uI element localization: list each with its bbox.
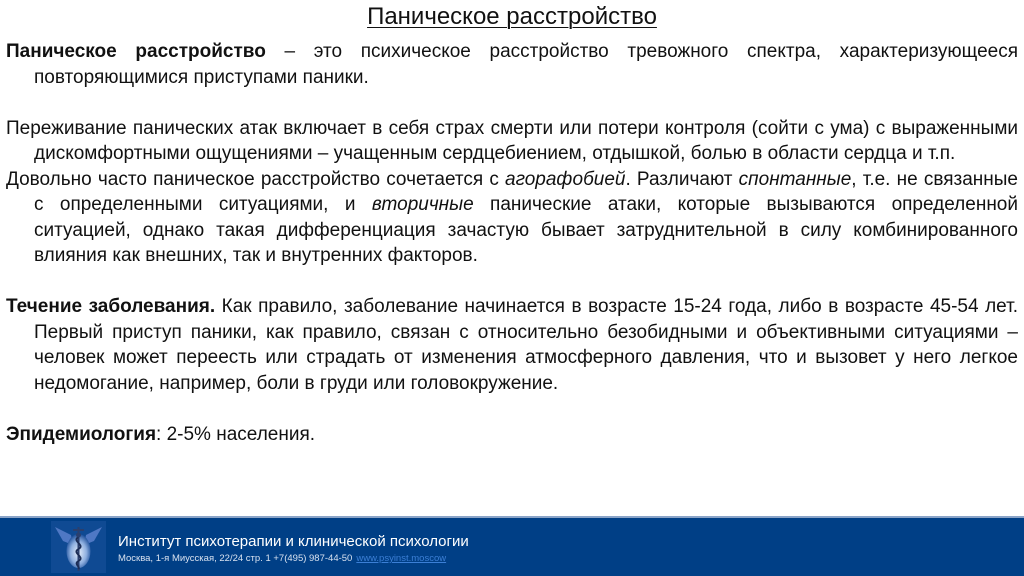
paragraph-experience bbox=[6, 116, 1018, 167]
term-course: Течение заболевания. bbox=[6, 296, 216, 317]
paragraph-agoraphobia bbox=[6, 167, 1018, 269]
experience-text: Переживание панических атак включает в себя страх смерти или потери контроля (сойти с ума) с выраженными дискомфортными ощущениями – учащенным сердцебиением, отдышкой, болью в области сердца и т.п. bbox=[6, 117, 1018, 164]
slide-body bbox=[6, 39, 1018, 447]
spacer bbox=[6, 90, 1018, 116]
paragraph-epidemiology bbox=[6, 422, 1018, 448]
org-address bbox=[118, 553, 446, 565]
agoraphobia-text-1: Довольно часто паническое расстройство сочетается с bbox=[6, 168, 505, 190]
agoraphobia-text-3: , т.е. не связанные с определенными ситуациями, и bbox=[34, 168, 1018, 215]
caduceus-logo-icon bbox=[51, 521, 106, 573]
spacer bbox=[6, 269, 1018, 295]
term-panic-disorder: Паническое расстройство bbox=[6, 41, 266, 62]
definition-text: – это психическое расстройство тревожного спектра, характеризующееся повторяющимися приступами паники. bbox=[34, 41, 1018, 88]
spacer bbox=[6, 396, 1018, 422]
agoraphobia-text-2: . Различают bbox=[625, 168, 739, 190]
agoraphobia-text-4: панические атаки, которые вызываются определенной ситуацией, однако такая дифференциация зачастую бывает затруднительной в силу комбинированного влияния как внешних, так и внутренних факторов. bbox=[34, 194, 1018, 266]
term-secondary: вторичные bbox=[371, 194, 474, 215]
term-agoraphobia: агорафобией bbox=[505, 168, 626, 190]
slide-title: Паническое расстройство bbox=[367, 3, 657, 30]
org-name: Институт психотерапии и клинической психологии bbox=[118, 533, 469, 550]
paragraph-course bbox=[6, 294, 1018, 396]
course-text: Как правило, заболевание начинается в возрасте 15-24 года, либо в возрасте 45-54 лет. Первый приступ паники, как правило, связан с относительно безобидными и объективными ситуациями – человек может переесть или страдать от изменения атмосферного давления, что и вызовет у него легкое недомогание, например, боли в груди или головокружение. bbox=[34, 296, 1018, 394]
address-text: Москва, 1-я Миусская, 22/24 стр. 1 +7(495) 987-44-50 bbox=[118, 553, 353, 564]
footer-bar bbox=[0, 516, 1024, 576]
term-epidemiology: Эпидемиология bbox=[6, 423, 157, 445]
epidemiology-text: : 2-5% населения. bbox=[156, 423, 316, 445]
website-link[interactable]: www.psyinst.moscow bbox=[356, 553, 447, 564]
paragraph-definition bbox=[6, 39, 1018, 90]
term-spontaneous: спонтанные bbox=[738, 168, 852, 190]
